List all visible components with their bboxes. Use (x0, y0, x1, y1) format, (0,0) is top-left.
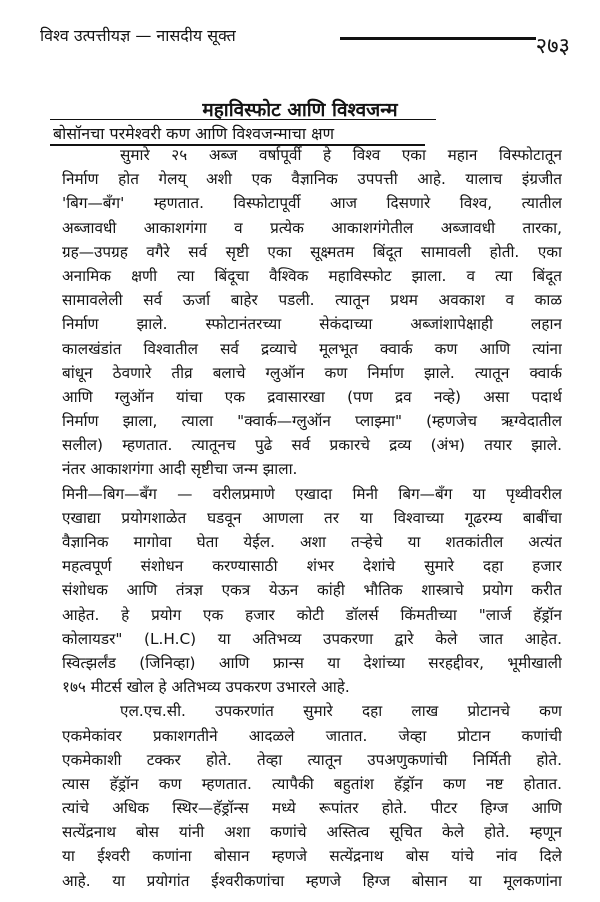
text-line: निर्माण झाला, त्याला "क्वार्क—ग्लुऑन प्लाझ्मा" (म्हणजेच ऋग्वेदातील (62, 412, 562, 431)
section-heading: महाविस्फोट आणि विश्वजन्म (202, 99, 398, 121)
text-line: कालखंडांत विश्वातील सर्व द्रव्याचे मूलभूत क्वार्क कण आणि त्यांना (62, 339, 562, 358)
running-title: विश्व उत्पत्तीयज्ञ — नासदीय सूक्त (40, 26, 236, 45)
text-line: आहे. या प्रयोगांत ईश्वरीकणांचा म्हणजे हिग्ज बोसान या मूलकणांना (62, 871, 562, 890)
text-line: निर्माण होत गेलय् अशी एक वैज्ञानिक उपपत्ती आहे. यालाच इंग्रजीत (62, 170, 562, 189)
text-line: नंतर आकाशगंगा आदी सृष्टीचा जन्म झाला. (62, 460, 298, 479)
text-line: एखाद्या प्रयोगशाळेत घडवून आणला तर या विश्वाच्या गूढरम्य बाबींचा (62, 508, 562, 527)
text-line: सलील) म्हणतात. त्यातूनच पुढे सर्व प्रकारचे द्रव्य (अंभ) तयार झाले. (62, 436, 562, 455)
text-line: १७५ मीटर्स खोल हे अतिभव्य उपकरण उभारले आहे. (62, 678, 350, 697)
text-line: आणि ग्लुऑन यांचा एक द्रवासारखा (पण द्रव नव्हे) असा पदार्थ (62, 387, 562, 406)
text-line: अब्जावधी आकाशगंगा व प्रत्येक आकाशगंगेतील अब्जावधी तारका, (62, 218, 562, 237)
body-text (62, 143, 562, 893)
text-line: कोलायडर" (L.H.C) या अतिभव्य उपकरणा द्वारे केले जात आहेत. (62, 629, 562, 648)
text-line: त्यास हॅड्रॉन कण म्हणतात. त्यापैकी बहुतांश हॅड्रॉन कण नष्ट होतात. (62, 774, 562, 793)
text-line: आहेत. हे प्रयोग एक हजार कोटी डॉलर्स किंमतीच्या "लार्ज हॅड्रॉन (62, 605, 562, 624)
running-header (40, 22, 580, 59)
text-line: सत्येंद्रनाथ बोस यांनी अशा कणांचे अस्तित्व सूचित केले होते. म्हणून (62, 823, 562, 842)
subheading (50, 119, 436, 144)
text-line: मिनी—बिग—बँग — वरीलप्रमाणे एखादा मिनी बिग—बँग या पृथ्वीवरील (62, 484, 562, 503)
text-line: त्यांचे अधिक स्थिर—हॅड्रॉन्स मध्ये रूपांतर होते. पीटर हिग्ज आणि (62, 799, 562, 818)
text-line: सामावलेली सर्व ऊर्जा बाहेर पडली. त्यातून प्रथम अवकाश व काळ (62, 291, 562, 310)
text-line: सुमारे २५ अब्ज वर्षापूर्वी हे विश्व एका महान विस्फोटातून (120, 146, 562, 164)
text-line: निर्माण झाले. स्फोटानंतरच्या सेकंदाच्या अब्जांशापेक्षाही लहान (62, 315, 562, 334)
text-line: स्वित्झर्लंड (जिनिव्हा) आणि फ्रान्स या देशांच्या सरहद्दीवर, भूमीखाली (62, 653, 562, 672)
text-line: महत्वपूर्ण संशोधन करण्यासाठी शंभर देशांचे सुमारे दहा हजार (62, 557, 562, 576)
text-line: ग्रह—उपग्रह वगैरे सर्व सृष्टी एका सूक्ष्मतम बिंदूत सामावली होती. एका (62, 242, 562, 261)
page-number: २७३ (535, 34, 570, 59)
header-rule (340, 37, 536, 40)
text-line: एकमेकाशी टक्कर होते. तेव्हा त्यातून उपअणुकणांची निर्मिती होते. (62, 750, 562, 769)
text-line: 'बिग—बँग' म्हणतात. विस्फोटापूर्वी आज दिसणारे विश्व, त्यातील (62, 194, 562, 213)
text-line: वैज्ञानिक मागोवा घेता येईल. अशा तऱ्हेचे या शतकांतील अत्यंत (62, 533, 562, 551)
text-line: एल.एच.सी. उपकरणांत सुमारे दहा लाख प्रोटानचे कण (120, 702, 562, 721)
text-line: या ईश्वरी कणांना बोसान म्हणजे सत्येंद्रनाथ बोस यांचे नांव दिले (62, 847, 562, 866)
text-line: संशोधक आणि तंत्रज्ञ एकत्र येऊन कांही भौतिक शास्त्राचे प्रयोग करीत (62, 581, 562, 600)
text-line: एकमेकांवर प्रकाशगतीने आदळले जातात. जेव्हा प्रोटान कणांची (62, 726, 562, 745)
text-line: बांधून ठेवणारे तीव्र बलाचे ग्लुऑन कण निर्माण झाले. त्यातून क्वार्क (62, 363, 562, 382)
text-line: अनामिक क्षणी त्या बिंदूचा वैश्विक महाविस्फोट झाला. व त्या बिंदूत (62, 266, 562, 285)
subheading-text: बोसॉनचा परमेश्वरी कण आणि विश्वजन्माचा क्षण (53, 124, 335, 143)
